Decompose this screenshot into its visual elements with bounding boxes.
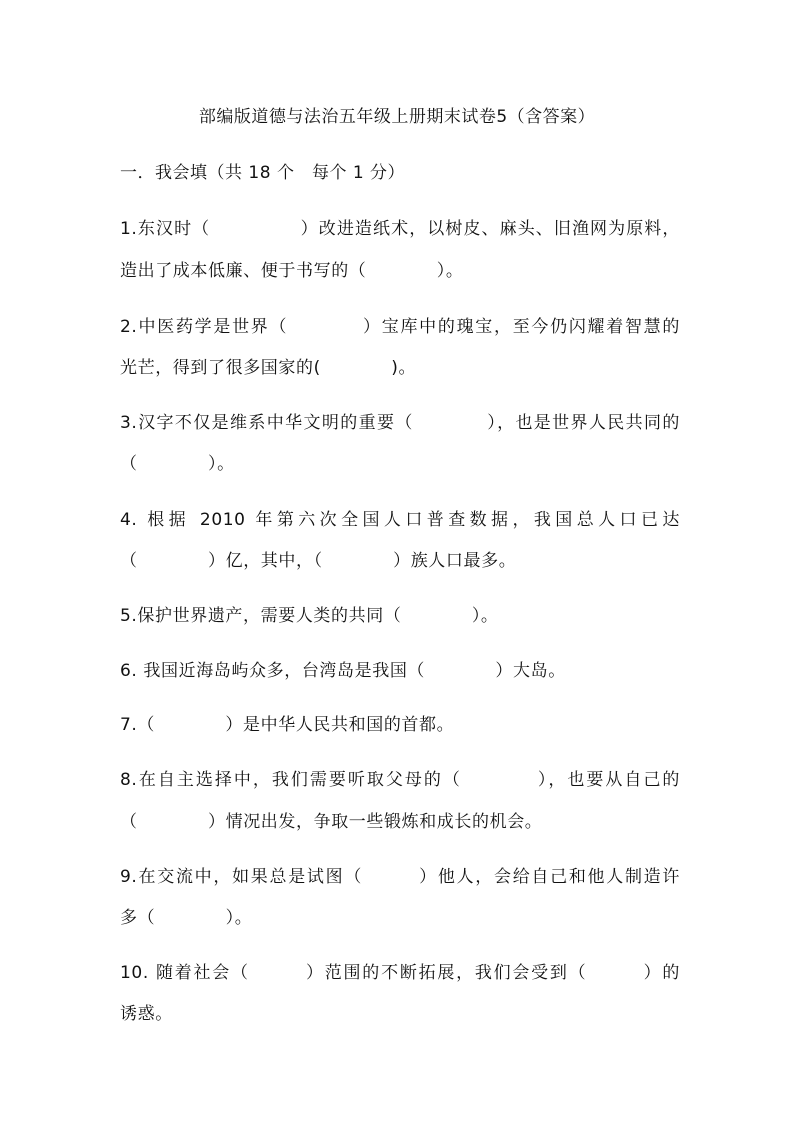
question-9-line-2: 多（ ）。 <box>120 908 253 928</box>
question-3-line-2: （ ）。 <box>120 454 235 474</box>
page-title: 部编版道德与法治五年级上册期末试卷5（含答案） <box>198 107 596 127</box>
question-7: 7.（ ）是中华人民共和国的首都。 <box>120 715 455 735</box>
question-8-line-1: 8.在自主选择中，我们需要听取父母的（ ），也要从自己的 <box>120 770 680 790</box>
question-4-line-1: 4. 根据 2010 年第六次全国人口普查数据，我国总人口已达 <box>120 510 680 530</box>
question-8-line-2: （ ）情况出发，争取一些锻炼和成长的机会。 <box>120 812 543 832</box>
question-6: 6. 我国近海岛屿众多，台湾岛是我国（ ）大岛。 <box>120 661 566 681</box>
section-heading: 一．我会填（共 18 个 每个 1 分） <box>120 163 406 183</box>
question-9-line-1: 9.在交流中，如果总是试图（ ）他人，会给自己和他人制造许 <box>120 867 680 887</box>
question-1-line-2: 造出了成本低廉、便于书写的（ ）。 <box>120 261 464 281</box>
question-10-line-1: 10. 随着社会（ ）范围的不断拓展，我们会受到（ ）的 <box>120 963 680 983</box>
question-1-line-1: 1.东汉时（ ）改进造纸术，以树皮、麻头、旧渔网为原料， <box>120 219 680 239</box>
question-2-line-1: 2.中医药学是世界（ ）宝库中的瑰宝，至今仍闪耀着智慧的 <box>120 317 680 337</box>
question-3-line-1: 3.汉字不仅是维系中华文明的重要（ ），也是世界人民共同的 <box>120 413 680 433</box>
question-5: 5.保护世界遗产，需要人类的共同（ ）。 <box>120 606 499 626</box>
question-4-line-2: （ ）亿，其中，（ ）族人口最多。 <box>120 551 517 571</box>
question-2-line-2: 光芒，得到了很多国家的( )。 <box>120 358 417 378</box>
question-10-line-2: 诱惑。 <box>120 1004 173 1024</box>
